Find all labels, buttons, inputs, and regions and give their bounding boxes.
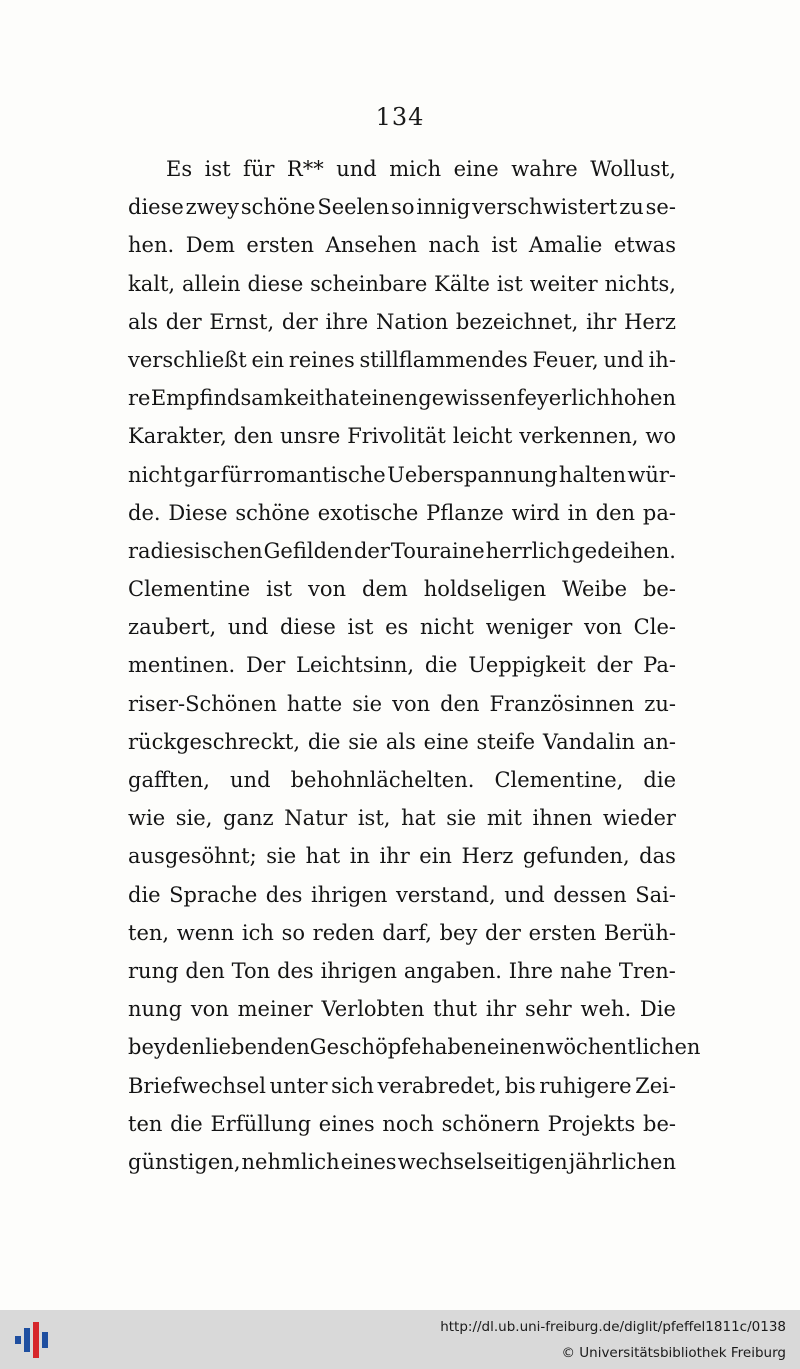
word: sie [446, 806, 477, 831]
text-line [128, 1067, 676, 1105]
word: Ihre [508, 958, 554, 983]
word: diese [280, 615, 336, 640]
word: zwey [185, 195, 239, 220]
word: ihre [325, 309, 369, 334]
word: Ton [231, 958, 271, 983]
word: und [336, 157, 377, 181]
text-line [128, 150, 676, 188]
word: den [185, 958, 225, 983]
word: sie [352, 691, 383, 716]
text-line [128, 1105, 676, 1143]
word: nahe [559, 958, 612, 983]
word: ist [347, 615, 374, 640]
word: die [643, 768, 676, 792]
word: ausgesöhnt; [128, 844, 257, 869]
text-line [128, 761, 676, 799]
word: Clementine, [494, 768, 624, 792]
word: Zei- [635, 1073, 676, 1098]
word: Karakter, [128, 424, 227, 449]
word: Feuer, [532, 347, 599, 372]
text-line [128, 532, 676, 570]
word: ten, [128, 920, 170, 945]
text-line [128, 456, 676, 494]
word: eines [318, 1111, 375, 1136]
word: unsre [279, 424, 341, 449]
word: Empfindsamkeit [150, 386, 325, 411]
word: rung [128, 958, 179, 983]
word: R** [286, 157, 324, 181]
word: dessen [553, 882, 627, 907]
word: Vandalin [542, 729, 636, 754]
word: ihr [379, 844, 410, 869]
word: wird [511, 500, 560, 525]
word: von [190, 997, 229, 1022]
word: de. [128, 500, 161, 525]
word: das [639, 844, 676, 869]
source-url-link[interactable]: http://dl.ub.uni-freiburg.de/diglit/pfeffel1811c/0138 [440, 1319, 786, 1335]
word: Wollust, [590, 157, 676, 181]
word: der [484, 920, 521, 945]
word: und [227, 615, 269, 640]
word: für [220, 462, 253, 487]
word: Herz [624, 309, 676, 334]
word: von [583, 615, 622, 640]
word: Es [166, 157, 193, 181]
word: jährlichen [568, 1149, 676, 1174]
word: kalt, [128, 271, 176, 296]
page-number: 134 [375, 103, 425, 131]
word: hen. [128, 233, 175, 258]
word: be- [643, 1111, 676, 1136]
word: eines [340, 1149, 397, 1174]
word: Gefilden [263, 538, 353, 563]
word: ersten [246, 233, 315, 258]
word: zaubert, [128, 615, 217, 640]
word: bey [439, 920, 478, 945]
word: und [603, 347, 644, 372]
word: Diese [168, 500, 228, 525]
word: mit [486, 806, 522, 831]
text-line [128, 608, 676, 646]
word: sehr [524, 997, 572, 1022]
word: Nation [375, 309, 449, 334]
word: rückgeschreckt, [128, 729, 301, 754]
word: nehmlich [241, 1149, 340, 1174]
word: des [265, 882, 303, 907]
word: es [385, 615, 409, 640]
word: Sai- [635, 882, 676, 907]
word: wenn [176, 920, 235, 945]
text-line [128, 685, 676, 723]
word: des [277, 958, 314, 983]
word: ist [496, 271, 523, 296]
word: Erfüllung [210, 1111, 312, 1136]
word: wo [645, 424, 676, 449]
word: riser-Schönen [128, 691, 277, 716]
word: Ernst, [209, 309, 275, 334]
text-line [128, 799, 676, 837]
word: eine [453, 157, 499, 181]
word: Geschöpfe [309, 1035, 422, 1060]
word: Pflanze [426, 500, 504, 525]
word: ist, [357, 806, 391, 831]
body-text [128, 150, 701, 1181]
word: Sprache [169, 882, 258, 907]
word: allein [181, 271, 241, 296]
word: Seelen [317, 195, 390, 220]
word: Touraine [390, 538, 485, 563]
text-line [128, 303, 676, 341]
word: ih- [648, 347, 676, 372]
word: liebenden [205, 1035, 310, 1060]
word: ein [251, 347, 285, 372]
word: nicht [420, 615, 474, 640]
word: behohnlächelten. [290, 768, 475, 792]
word: ganz [223, 806, 274, 831]
word: der [596, 653, 633, 678]
word: nung [128, 997, 183, 1022]
word: so [391, 195, 415, 220]
word: diese [128, 195, 184, 220]
word: einen [486, 1035, 546, 1060]
word: die [170, 1111, 203, 1136]
word: verabredet, [377, 1073, 502, 1098]
word: bis [504, 1073, 536, 1098]
word: Leichtsinn, [296, 653, 415, 678]
word: ist [491, 233, 518, 258]
word: meiner [237, 997, 313, 1022]
word: gewissen [418, 386, 517, 411]
word: Kälte [434, 271, 490, 296]
word: mentinen. [128, 653, 236, 678]
word: be- [642, 577, 676, 602]
word: gafften, [128, 768, 210, 792]
word: Projekts [547, 1111, 636, 1136]
word: sie [348, 729, 379, 754]
word: dem [362, 577, 408, 602]
word: wie [128, 806, 166, 831]
word: re [128, 386, 151, 411]
word: stillflammendes [359, 347, 528, 372]
word: angaben. [403, 958, 502, 983]
text-line [128, 646, 676, 684]
word: die [307, 729, 341, 754]
word: ersten [528, 920, 597, 945]
word: und [504, 882, 545, 907]
word: sie [266, 844, 297, 869]
text-line [128, 226, 676, 264]
word: in [349, 844, 370, 869]
word: den [440, 691, 480, 716]
word: Amalie [528, 233, 603, 258]
word: Dem [185, 233, 235, 258]
word: verschwistert [472, 195, 618, 220]
word: als [128, 309, 159, 334]
text-line [128, 570, 676, 608]
word: von [392, 691, 431, 716]
word: ist [204, 157, 231, 181]
word: Frivolität [347, 424, 446, 449]
word: ist [266, 577, 293, 602]
word: gedeihen. [571, 538, 676, 563]
word: pa- [642, 500, 676, 525]
word: hat [305, 844, 341, 869]
word: leicht [452, 424, 513, 449]
word: exotische [317, 500, 419, 525]
word: schönern [441, 1111, 540, 1136]
word: der [353, 538, 390, 563]
word: den [233, 424, 274, 449]
word: zu- [644, 691, 676, 716]
word: günstigen, [128, 1149, 241, 1174]
word: weiter [529, 271, 598, 296]
word: nach [428, 233, 480, 258]
word: Natur [284, 806, 348, 831]
footer-bar [0, 1310, 800, 1369]
word: reden [312, 920, 375, 945]
word: schöne [240, 195, 316, 220]
word: gar [183, 462, 220, 487]
word: Verlobten [321, 997, 425, 1022]
word: innig [416, 195, 471, 220]
word: nichts, [604, 271, 676, 296]
word: scheinbare [310, 271, 428, 296]
word: sie, [175, 806, 213, 831]
word: Tren- [618, 958, 676, 983]
word: ihrigen [320, 958, 397, 983]
word: mich [389, 157, 442, 181]
text-line [128, 876, 676, 914]
text-line [128, 379, 676, 417]
word: ihr [485, 997, 517, 1022]
word: haben [421, 1035, 487, 1060]
word: die [424, 653, 458, 678]
word: Ueppigkeit [468, 653, 586, 678]
word: verschließt [128, 347, 247, 372]
word: schöne [235, 500, 310, 525]
word: se- [645, 195, 676, 220]
text-line [128, 1143, 676, 1181]
word: etwas [613, 233, 676, 258]
word: von [308, 577, 347, 602]
word: eine [423, 729, 469, 754]
text-line [128, 265, 676, 303]
word: diese [247, 271, 304, 296]
word: ruhigere [539, 1073, 632, 1098]
word: wieder [602, 806, 676, 831]
word: halten [558, 462, 626, 487]
word: Die [639, 997, 676, 1022]
word: wahre [511, 157, 578, 181]
word: ihrigen [311, 882, 388, 907]
word: sich [331, 1073, 374, 1098]
text-line [128, 1028, 701, 1066]
word: Pa- [643, 653, 676, 678]
word: wöchentlichen [545, 1035, 701, 1060]
text-line [128, 417, 676, 455]
word: nicht [128, 462, 182, 487]
word: herrlich [485, 538, 571, 563]
word: ten [128, 1111, 163, 1136]
word: radiesischen [128, 538, 263, 563]
word: und [230, 768, 271, 792]
text-line [128, 990, 676, 1028]
word: noch [382, 1111, 434, 1136]
word: Briefwechsel [128, 1073, 266, 1098]
word: hatte [286, 691, 343, 716]
word: darf, [382, 920, 432, 945]
word: Weibe [562, 577, 627, 602]
word: unter [269, 1073, 328, 1098]
word: der [165, 309, 202, 334]
word: steife [476, 729, 536, 754]
word: in [567, 500, 588, 525]
word: ein [419, 844, 452, 869]
word: verkennen, [519, 424, 639, 449]
word: ihr [586, 309, 617, 334]
copyright-notice: © Universitätsbibliothek Freiburg [561, 1345, 786, 1361]
text-line [128, 723, 676, 761]
word: wechselseitigen [397, 1149, 568, 1174]
word: hohen [610, 386, 676, 411]
word: romantische [253, 462, 386, 487]
word: die [128, 882, 161, 907]
word: so [281, 920, 305, 945]
word: beyden [128, 1035, 206, 1060]
word: Berüh- [603, 920, 676, 945]
word: an- [642, 729, 676, 754]
word: Clementine [128, 577, 251, 602]
word: weniger [485, 615, 573, 640]
word: Französinnen [489, 691, 635, 716]
word: feyerlich [516, 386, 610, 411]
word: ich [241, 920, 274, 945]
word: hat [401, 806, 436, 831]
word: der [281, 309, 318, 334]
word: gefunden, [522, 844, 630, 869]
word: Ueberspannung [387, 462, 558, 487]
word: ihnen [532, 806, 593, 831]
text-line [128, 341, 676, 379]
text-line [128, 494, 676, 532]
word: den [595, 500, 636, 525]
word: reines [288, 347, 355, 372]
word: einen [359, 386, 418, 411]
word: zu [619, 195, 644, 220]
text-line [128, 914, 676, 952]
word: Der [245, 653, 286, 678]
word: weh. [580, 997, 632, 1022]
word: bezeichnet, [455, 309, 579, 334]
word: holdseligen [423, 577, 547, 602]
word: Herz [461, 844, 514, 869]
word: thut [433, 997, 478, 1022]
word: Cle- [633, 615, 676, 640]
text-line [128, 952, 676, 990]
word: wür- [627, 462, 676, 487]
word: Ansehen [325, 233, 417, 258]
text-line [128, 188, 676, 226]
text-line [128, 837, 676, 875]
word: für [243, 157, 275, 181]
word: verstand, [395, 882, 496, 907]
word: hat [324, 386, 359, 411]
word: als [385, 729, 416, 754]
ub-freiburg-logo-icon[interactable] [14, 1320, 50, 1360]
